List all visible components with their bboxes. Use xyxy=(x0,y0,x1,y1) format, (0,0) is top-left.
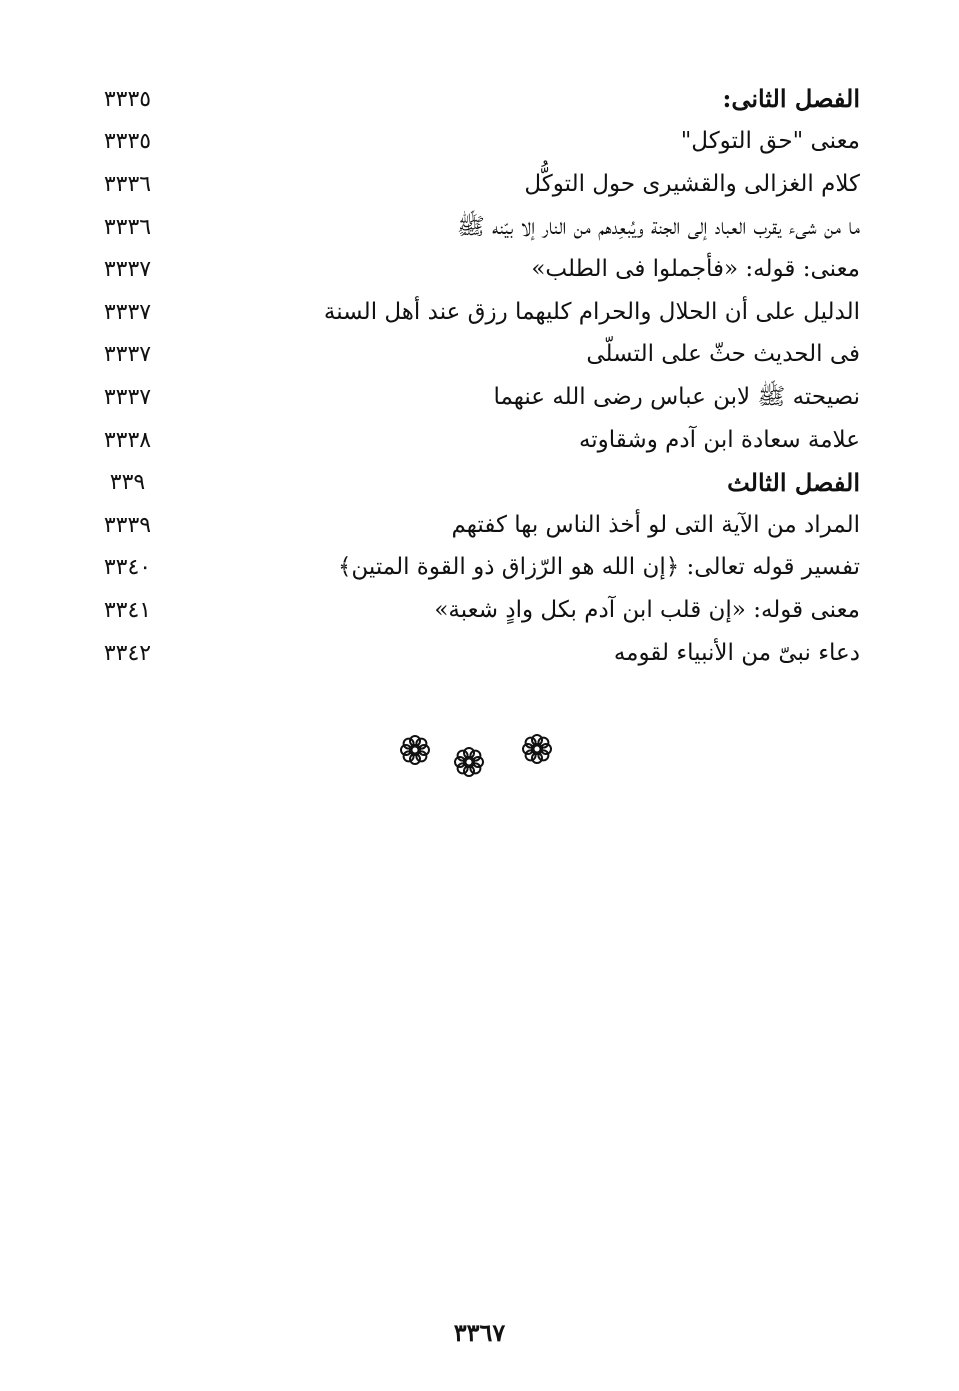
toc-entry xyxy=(90,419,860,462)
toc-entry xyxy=(90,248,860,291)
toc-entry xyxy=(90,632,860,675)
toc-entry xyxy=(90,291,860,334)
toc-entry-title: المراد من الآية التى لو أخذ الناس بها كفتهم xyxy=(451,511,860,538)
toc-entry-title: فى الحديث حثّ على التسلّى xyxy=(586,341,860,368)
toc-entry-title: نصيحته ﷺ لابن عباس رضى الله عنهما xyxy=(493,383,860,410)
toc-entry-page: ٣٣٣٩ xyxy=(103,512,152,538)
toc-entry-page: ٣٣٣٥ xyxy=(103,129,152,155)
toc-entry xyxy=(90,504,860,547)
toc-entry xyxy=(90,461,860,504)
toc-entry xyxy=(90,163,860,206)
flower-icon xyxy=(453,746,485,778)
toc-entry xyxy=(90,334,860,377)
toc-entry-page: ٣٣٣٧ xyxy=(103,299,152,325)
page-number: ٣٣٦٧ xyxy=(453,1318,506,1347)
toc-entry-page: ٣٣٣٦ xyxy=(103,214,152,240)
toc-entry-title: الدليل على أن الحلال والحرام كليهما رزق عند أهل السنة xyxy=(323,298,860,325)
toc-entry-page: ٣٣٣٧ xyxy=(103,384,152,410)
toc-entry xyxy=(90,376,860,419)
toc-entry-page: ٣٣٤٠ xyxy=(103,555,152,581)
toc-entry-page: ٣٣٣٧ xyxy=(103,342,152,368)
toc-entry-page: ٣٣٣٨ xyxy=(103,427,152,453)
toc-entry-title: دعاء نبىّ من الأنبياء لقومه xyxy=(613,639,860,666)
toc-entry-title: معنى قوله: «إن قلب ابن آدم بكل وادٍ شعبة» xyxy=(434,596,860,623)
toc-entry-title: معنى: قوله: «فأجملوا فى الطلب» xyxy=(531,256,860,283)
toc-entry-title: معنى "حق التوكل" xyxy=(680,128,860,155)
toc-entry xyxy=(90,547,860,590)
toc-entry-title: علامة سعادة ابن آدم وشقاوته xyxy=(578,426,860,453)
flower-icon xyxy=(399,734,431,766)
toc-entry-page: ٣٣٤١ xyxy=(103,597,152,623)
toc-entry-title: تفسير قوله تعالى: ﴿إن الله هو الرّزاق ذو القوة المتين﴾ xyxy=(337,554,860,581)
toc-entry-title: الفصل الثانى: xyxy=(722,84,860,114)
toc-entry xyxy=(90,78,860,121)
end-ornament xyxy=(0,728,959,788)
toc-entry-page: ٣٣٣٧ xyxy=(103,257,152,283)
toc-entry-page: ٣٣٩ xyxy=(109,470,146,496)
toc-entry-title: الفصل الثالث xyxy=(727,467,860,497)
toc-entry-page: ٣٣٤٢ xyxy=(103,640,152,666)
toc-entry-title: ما من شىء يقرب العباد إلى الجنة ويُبعِدهم من النار إلا بيّنه ﷺ xyxy=(457,213,860,240)
toc-entry-page: ٣٣٣٦ xyxy=(103,171,152,197)
flower-icon xyxy=(521,733,553,765)
toc-entry xyxy=(90,121,860,164)
toc-entry xyxy=(90,589,860,632)
toc-entry-title: كلام الغزالى والقشيرى حول التوكُّل xyxy=(524,170,860,197)
toc-entry-page: ٣٣٣٥ xyxy=(103,86,152,112)
table-of-contents xyxy=(90,78,860,674)
toc-entry xyxy=(90,206,860,249)
